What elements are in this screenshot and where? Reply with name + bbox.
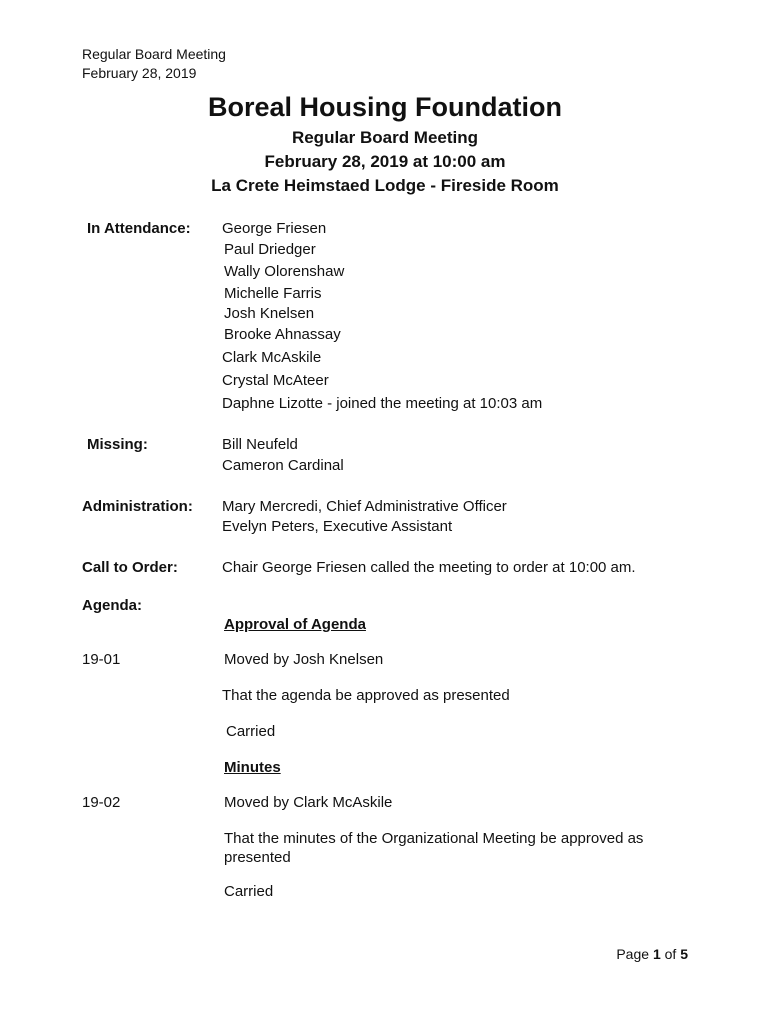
- attendee: Daphne Lizotte - joined the meeting at 10:03 am: [222, 395, 543, 412]
- attendee: Brooke Ahnassay: [224, 326, 341, 343]
- motion-result: Carried: [226, 723, 276, 740]
- running-header-date: February 28, 2019: [82, 65, 197, 81]
- agenda-item-heading: Minutes: [224, 759, 281, 776]
- running-header-title: Regular Board Meeting: [82, 46, 226, 62]
- motion-mover: Moved by Clark McAskile: [224, 794, 393, 811]
- motion-text: That the minutes of the Organizational Meeting be approved as: [224, 830, 644, 847]
- meeting-location: La Crete Heimstaed Lodge - Fireside Room: [211, 176, 559, 195]
- call-to-order-label: Call to Order:: [82, 559, 178, 576]
- current-page: 1: [652, 946, 661, 962]
- attendee: Josh Knelsen: [224, 305, 315, 322]
- total-pages: 5: [680, 946, 688, 962]
- missing-label: Missing:: [87, 436, 148, 453]
- administration-member: Mary Mercredi, Chief Administrative Officer: [222, 498, 507, 515]
- agenda-item-heading: Approval of Agenda: [224, 616, 366, 633]
- motion-number: 19-01: [82, 651, 121, 668]
- administration-label: Administration:: [82, 498, 193, 515]
- attendance-label: In Attendance:: [87, 220, 191, 237]
- motion-text: That the agenda be approved as presented: [222, 687, 510, 704]
- attendee: Michelle Farris: [224, 285, 322, 302]
- attendee: Clark McAskile: [222, 349, 322, 366]
- attendee: Wally Olorenshaw: [224, 263, 345, 280]
- document-title: Boreal Housing Foundation: [208, 92, 562, 122]
- of-word: of: [664, 946, 677, 962]
- administration-member: Evelyn Peters, Executive Assistant: [222, 518, 453, 535]
- call-to-order-text: Chair George Friesen called the meeting to order at 10:00 am.: [222, 559, 636, 576]
- meeting-date: February 28, 2019 at 10:00 am: [264, 152, 506, 171]
- motion-number: 19-02: [82, 794, 121, 811]
- meeting-name: Regular Board Meeting: [291, 128, 479, 147]
- motion-text-continued: presented: [224, 849, 291, 866]
- attendee: Paul Driedger: [224, 241, 316, 258]
- attendee: Crystal McAteer: [222, 372, 329, 389]
- motion-result: Carried: [224, 883, 274, 900]
- agenda-label: Agenda:: [82, 597, 142, 614]
- page-number: [616, 946, 688, 962]
- page-word: Page: [616, 946, 650, 962]
- attendee: George Friesen: [222, 220, 327, 237]
- missing-member: Bill Neufeld: [222, 436, 298, 453]
- motion-mover: Moved by Josh Knelsen: [224, 651, 384, 668]
- missing-member: Cameron Cardinal: [222, 457, 344, 474]
